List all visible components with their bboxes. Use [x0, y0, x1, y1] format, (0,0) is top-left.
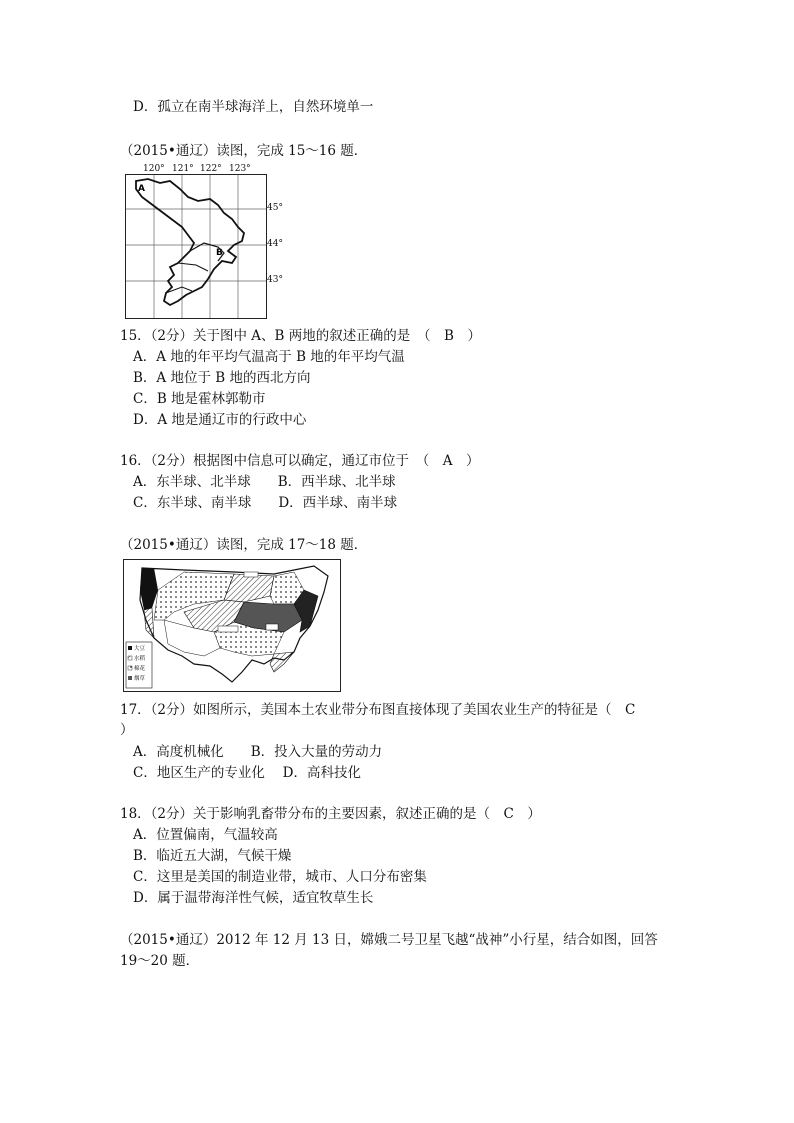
q15-option-b: B．A 地位于 B 地的西北方向 — [133, 370, 311, 386]
legend-cotton: 棉花 — [134, 666, 146, 672]
q17-options-row1: A．高度机械化 B．投入大量的劳动力 — [133, 744, 383, 760]
tongliao-map — [125, 174, 267, 319]
us-agriculture-map — [123, 559, 341, 692]
question-17-stem-line2: ） — [120, 722, 134, 738]
q15-option-c: C．B 地是霍林郭勒市 — [133, 391, 266, 407]
lon-label-123: 123° — [229, 164, 251, 174]
q18-option-b: B．临近五大湖，气候干燥 — [133, 848, 292, 864]
lon-label-122: 122° — [200, 164, 222, 174]
q18-option-d: D．属于温带海洋性气候，适宜牧草生长 — [133, 890, 374, 906]
lat-label-44: 44° — [267, 239, 283, 249]
lon-label-120: 120° — [143, 164, 165, 174]
section-intro-19-20-line1: （2015•通辽）2012 年 12 月 13 日，嫦娥二号卫星飞越“战神”小行星，结合如图，回答 — [120, 932, 658, 948]
point-a-label: A — [138, 184, 145, 194]
q15-option-d: D．A 地是通辽市的行政中心 — [133, 412, 307, 428]
question-17-stem-line1: 17．（2分）如图所示，美国本土农业带分布图直接体现了美国农业生产的特征是（ C — [120, 702, 636, 718]
section-intro-17-18: （2015•通辽）读图，完成 17～18 题． — [120, 537, 368, 553]
q18-option-c: C．这里是美国的制造业带，城市、人口分布密集 — [133, 869, 427, 885]
lat-label-45: 45° — [267, 203, 283, 213]
q16-options-row2: C．东半球、南半球 D．西半球、南半球 — [133, 495, 398, 511]
option-d-prev: D．孤立在南半球海洋上，自然环境单一 — [133, 99, 374, 115]
question-15-stem: 15．（2分）关于图中 A、B 两地的叙述正确的是 （ B ） — [120, 328, 481, 344]
legend-tobacco: 烟草 — [134, 676, 146, 682]
section-intro-19-20-line2: 19～20 题． — [120, 953, 200, 969]
q16-options-row1: A．东半球、北半球 B．西半球、北半球 — [133, 474, 396, 490]
question-18-stem: 18．（2分）关于影响乳畜带分布的主要因素，叙述正确的是（ C ） — [120, 806, 541, 822]
question-16-stem: 16．（2分）根据图中信息可以确定，通辽市位于 （ A ） — [120, 453, 480, 469]
legend-rice: 水稻 — [134, 656, 146, 662]
lat-label-43: 43° — [267, 275, 283, 285]
legend-soybean: 大豆 — [134, 646, 146, 652]
q18-option-a: A．位置偏南，气温较高 — [133, 827, 278, 843]
q17-options-row2: C．地区生产的专业化 D．高科技化 — [133, 765, 361, 781]
section-intro-15-16: （2015•通辽）读图，完成 15～16 题． — [120, 143, 368, 159]
q15-option-a: A．A 地的年平均气温高于 B 地的年平均气温 — [133, 349, 405, 365]
point-b-label: B — [216, 248, 223, 258]
lon-label-121: 121° — [172, 164, 194, 174]
